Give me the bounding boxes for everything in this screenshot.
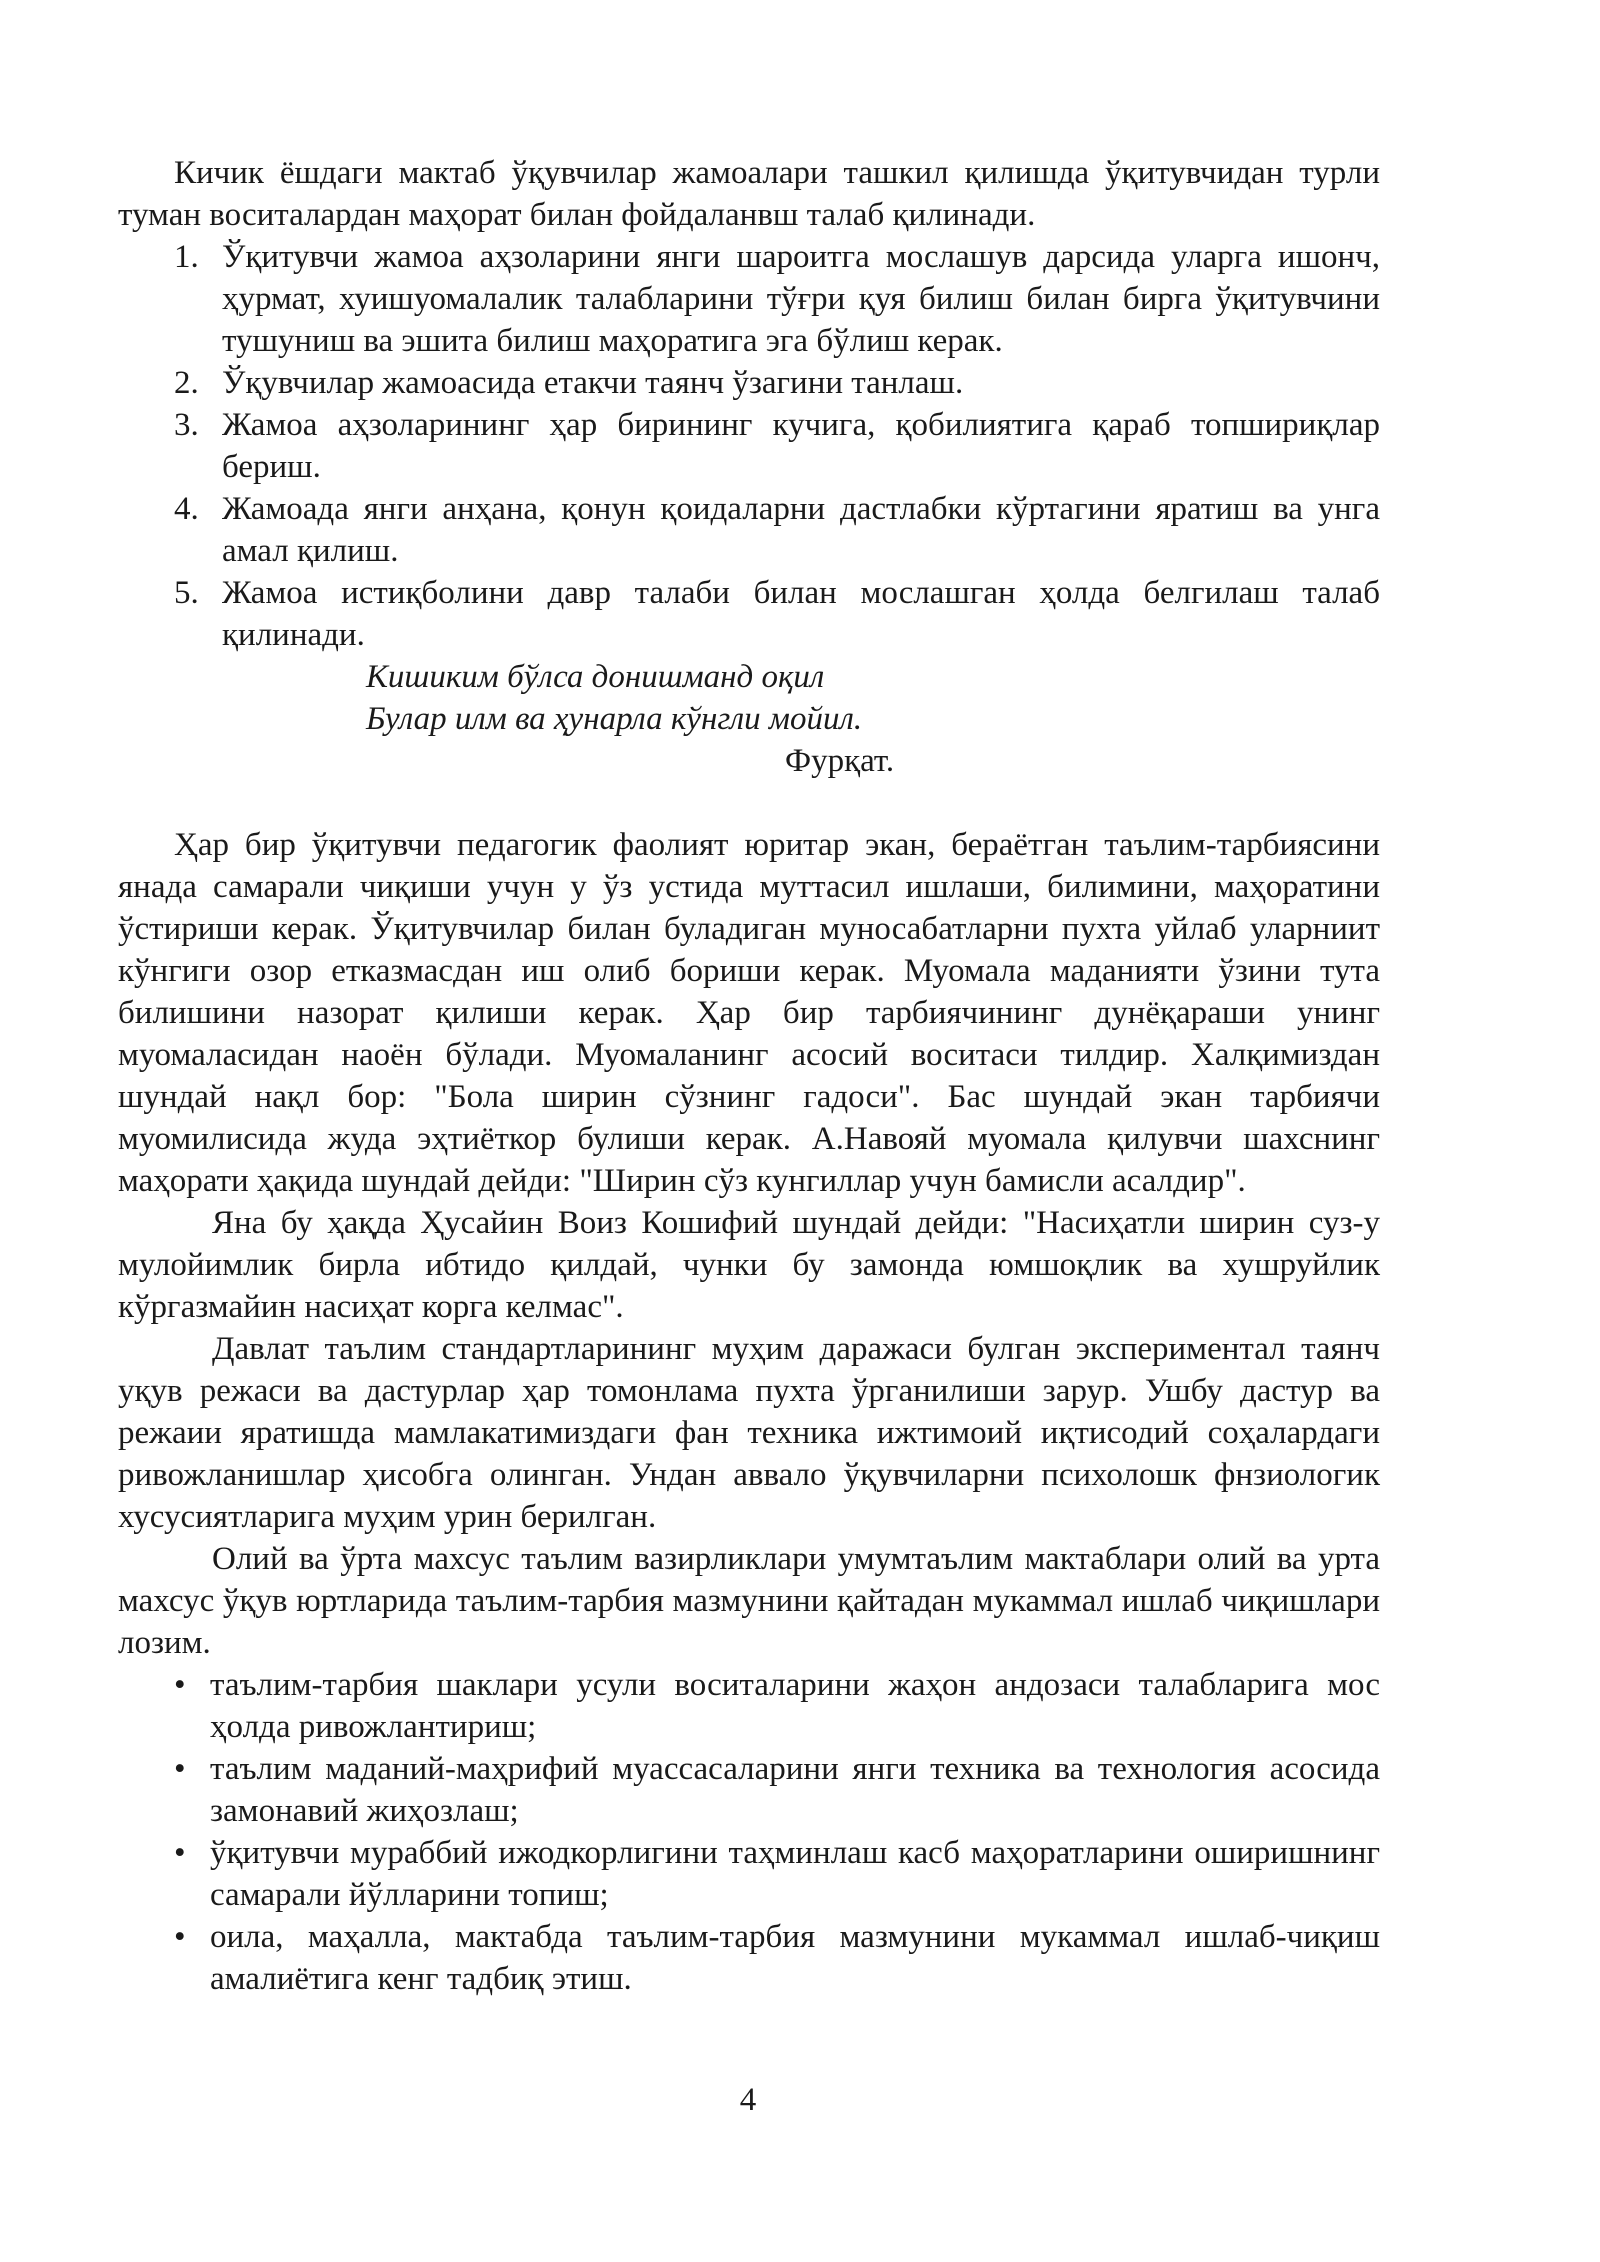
intro-paragraph: Кичик ёшдаги мактаб ўқувчилар жамоалари ташкил қилишда ўқитувчидан турли туман воситалардан маҳорат билан фойдаланвш талаб қилинади.: [118, 155, 1380, 233]
bullet-icon: •: [174, 1751, 186, 1787]
list-item-text: Жамоа аҳзоларининг ҳар бирининг кучига, қобилиятига қараб топшириқлар бериш.: [222, 407, 1380, 485]
list-number: 1.: [174, 239, 199, 275]
bullet-item: [118, 1832, 1380, 1916]
poem-line: Кишиким бўлса донишманд оқил: [366, 659, 825, 695]
poem-line: Булар илм ва ҳунарла кўнгли мойил.: [366, 701, 863, 737]
body-paragraph: Давлат таълим стандартларининг муҳим даражаси булган экспериментал таянч уқув режаси ва дастурлар ҳар томонлама пухта ўрганилиши зарур. Ушбу дастур ва режаии яратишда мамлакатимиздаги фан техника ижтимоий иқтисодий соҳалардаги ривожланишлар ҳисобга олинган. Ундан аввало ўқувчиларни психолошк фнзиологик хусусиятларига муҳим урин берилган.: [118, 1331, 1380, 1535]
list-number: 4.: [174, 491, 199, 527]
body-paragraph: Ҳар бир ўқитувчи педагогик фаолият юритар экан, бераётган таълим-тарбиясини янада самарали чиқиши учун у ўз устида муттасил ишлаши, билимини, маҳоратини ўстириши керак. Ўқитувчилар билан буладиган муносабатларни пухта уйлаб уларниит кўнгиги озор етказмасдан иш олиб бориши керак. Муомала маданияти ўзини тута билишини назорат қилиши керак. Ҳар бир тарбиячининг дунёқараши унинг муомаласидан наоён бўлади. Муомаланинг асосий воситаси тилдир. Халқимиздан шундай нақл бор: "Бола ширин сўзнинг гадоси". Бас шундай экан тарбиячи муомилисида жуда эҳтиёткор булиши керак. А.Навояй муомала қилувчи шахснинг маҳорати ҳақида шундай дейди: "Ширин сўз кунгиллар учун бамисли асалдир".: [118, 827, 1380, 1199]
poem-quote: [366, 656, 1380, 740]
body-paragraph: Олий ва ўрта махсус таълим вазирликлари умумтаълим мактаблари олий ва урта махсус ўқув юртларида таълим-тарбия мазмунини қайтадан мукаммал ишлаб чиқишлари лозим.: [118, 1541, 1380, 1661]
numbered-list: [118, 236, 1380, 656]
list-item-text: Ўқитувчи жамоа аҳзоларини янги шароитга мослашув дарсида уларга ишонч, ҳурмат, хуишуомалалик талабларини тўғри қуя билиш билан бирга ўқитувчини тушуниш ва эшита билиш маҳоратига эга бўлиш керак.: [222, 239, 1380, 359]
bullet-text: таълим-тарбия шаклари усули воситаларини жаҳон андозаси талабларига мос ҳолда ривожлантириш;: [210, 1667, 1380, 1745]
bullet-list: [118, 1664, 1380, 2000]
list-item-text: Жамоада янги анҳана, қонун қоидаларни дастлабки кўртагини яратиш ва унга амал қилиш.: [222, 491, 1380, 569]
list-item: [118, 488, 1380, 572]
bullet-icon: •: [174, 1919, 186, 1955]
list-item: [118, 362, 1380, 404]
bullet-text: таълим маданий-маҳрифий муассасаларини янги техника ва технология асосида замонавий жиҳозлаш;: [210, 1751, 1380, 1829]
list-item-text: Ўқувчилар жамоасида етакчи таянч ўзагини танлаш.: [222, 365, 964, 401]
bullet-text: ўқитувчи мураббий ижодкорлигини таҳминлаш касб маҳоратларини оширишнинг самарали йўлларини топиш;: [210, 1835, 1380, 1913]
list-item-text: Жамоа истиқболини давр талаби билан мослашган ҳолда белгилаш талаб қилинади.: [222, 575, 1380, 653]
page-content: [118, 152, 1380, 2000]
poem-author: Фурқат.: [785, 743, 895, 779]
bullet-item: [118, 1748, 1380, 1832]
list-number: 3.: [174, 407, 199, 443]
list-number: 5.: [174, 575, 199, 611]
bullet-item: [118, 1916, 1380, 2000]
bullet-item: [118, 1664, 1380, 1748]
bullet-text: оила, маҳалла, мактабда таълим-тарбия мазмунини мукаммал ишлаб-чиқиш амалиётига кенг тадбиқ этиш.: [210, 1919, 1380, 1997]
list-item: [118, 236, 1380, 362]
bullet-icon: •: [174, 1667, 186, 1703]
bullet-icon: •: [174, 1835, 186, 1871]
list-item: [118, 404, 1380, 488]
page-number: 4: [739, 2082, 757, 2118]
body-paragraph: Яна бу ҳақда Ҳусайин Воиз Кошифий шундай дейди: "Насиҳатли ширин суз-у мулойимлик бирла ибтидо қилдай, чунки бу замонда юмшоқлик ва хушруйлик кўргазмайин насиҳат корга келмас".: [118, 1205, 1380, 1325]
list-number: 2.: [174, 365, 199, 401]
list-item: [118, 572, 1380, 656]
